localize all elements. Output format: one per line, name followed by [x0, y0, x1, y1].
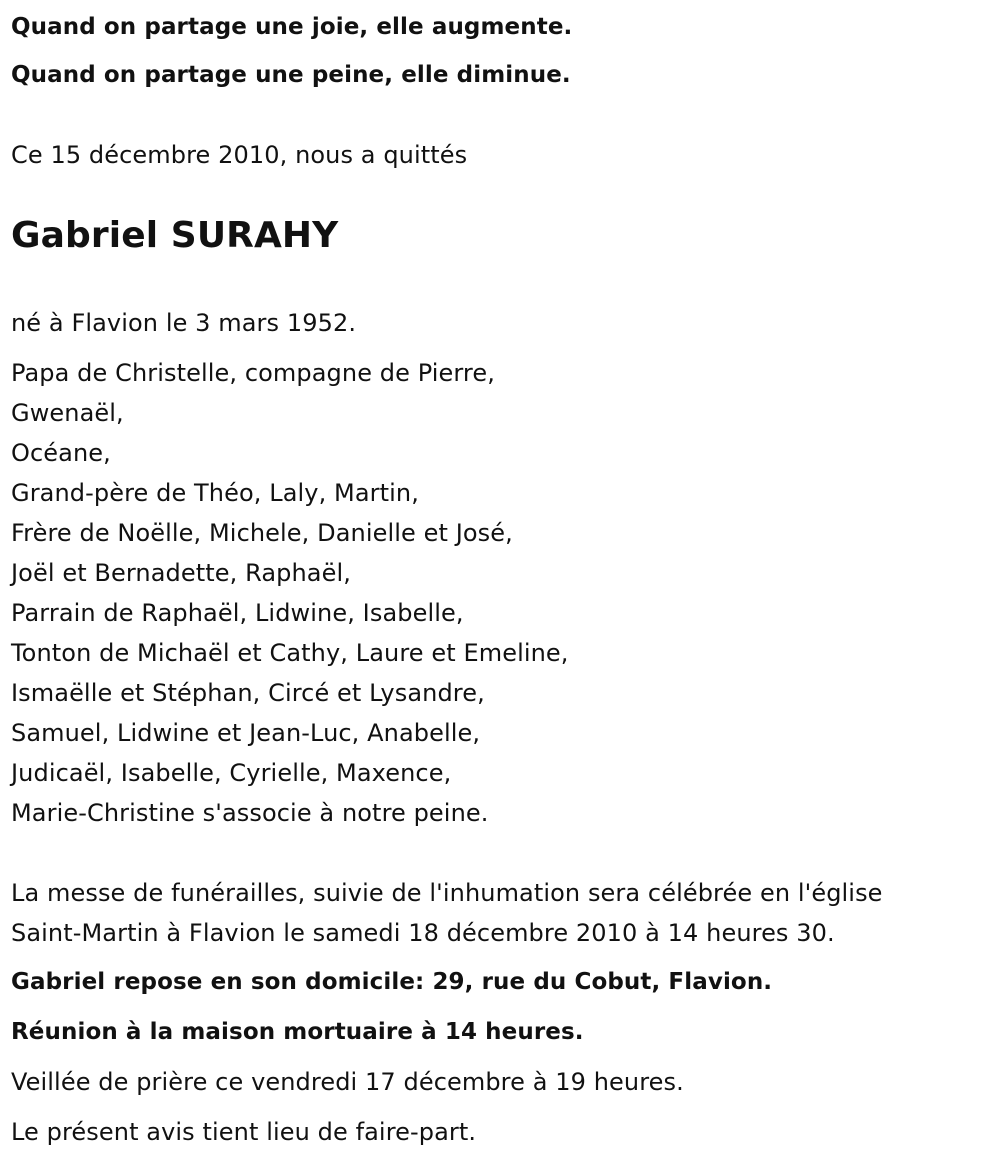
family-line: Joël et Bernadette, Raphaël,: [11, 559, 351, 587]
deceased-name: Gabriel SURAHY: [11, 215, 339, 256]
funeral-info-line-2: Saint-Martin à Flavion le samedi 18 décembre 2010 à 14 heures 30.: [11, 919, 835, 947]
family-line: Parrain de Raphaël, Lidwine, Isabelle,: [11, 599, 464, 627]
death-announcement: Ce 15 décembre 2010, nous a quittés: [11, 141, 468, 169]
faire-part-note: Le présent avis tient lieu de faire-part.: [11, 1118, 477, 1146]
funeral-info-line-1: La messe de funérailles, suivie de l'inhumation sera célébrée en l'église: [11, 879, 883, 907]
vigil-info: Veillée de prière ce vendredi 17 décembre à 19 heures.: [11, 1068, 684, 1096]
birth-info: né à Flavion le 3 mars 1952.: [11, 309, 357, 337]
family-line: Grand-père de Théo, Laly, Martin,: [11, 479, 419, 507]
quote-line-2: Quand on partage une peine, elle diminue.: [11, 62, 571, 88]
reunion-info: Réunion à la maison mortuaire à 14 heures.: [11, 1019, 584, 1045]
family-line: Judicaël, Isabelle, Cyrielle, Maxence,: [11, 759, 452, 787]
quote-line-1: Quand on partage une joie, elle augmente.: [11, 14, 573, 40]
family-line: Papa de Christelle, compagne de Pierre,: [11, 359, 495, 387]
family-line: Samuel, Lidwine et Jean-Luc, Anabelle,: [11, 719, 481, 747]
family-line: Frère de Noëlle, Michele, Danielle et José,: [11, 519, 513, 547]
family-line: Tonton de Michaël et Cathy, Laure et Emeline,: [11, 639, 569, 667]
family-line: Gwenaël,: [11, 399, 124, 427]
domicile-info: Gabriel repose en son domicile: 29, rue du Cobut, Flavion.: [11, 969, 773, 995]
family-line: Marie-Christine s'associe à notre peine.: [11, 799, 489, 827]
family-line: Océane,: [11, 439, 111, 467]
family-line: Ismaëlle et Stéphan, Circé et Lysandre,: [11, 679, 485, 707]
